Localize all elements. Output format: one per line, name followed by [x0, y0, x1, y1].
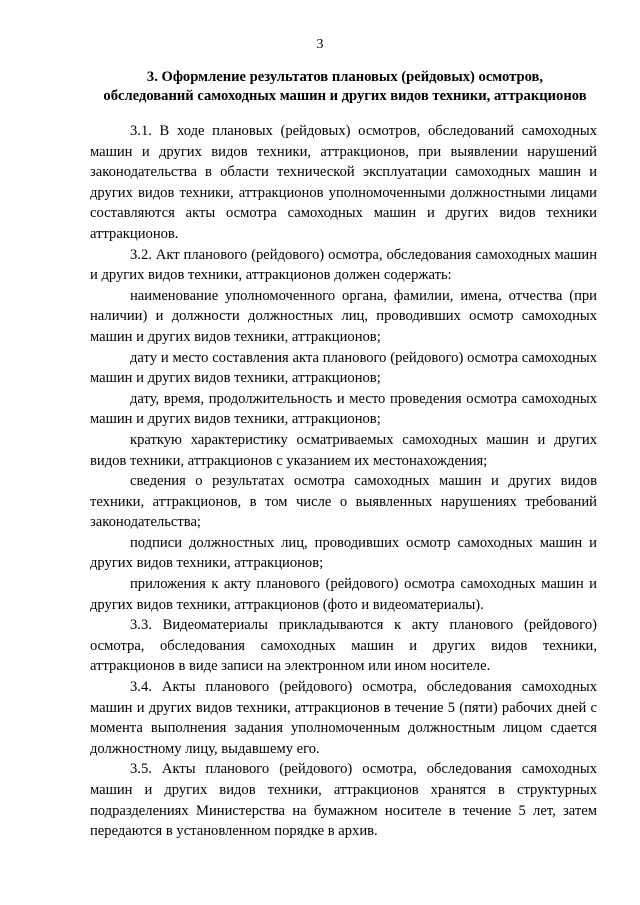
section-heading-line-1: 3. Оформление результатов плановых (рейдовых) осмотров, — [146, 69, 544, 85]
list-item-date-time-duration: дату, время, продолжительность и место проведения осмотра самоходных машин и других видов техники, аттракционов; — [90, 390, 597, 428]
page-number: 3 — [316, 37, 324, 52]
list-item-authority-name: наименование уполномоченного органа, фамилии, имена, отчества (при наличии) и должности должностных лиц, проводивших осмотр самоходных машин и других видов техники, аттракционов; — [90, 287, 597, 345]
list-item-signatures: подписи должностных лиц, проводивших осмотр самоходных машин и других видов техники, аттракционов; — [90, 534, 597, 572]
paragraph-3-3: 3.3. Видеоматериалы прикладываются к акту планового (рейдового) осмотра, обследования самоходных машин и других видов техники, аттракционов в виде записи на электронном или ином носителе. — [90, 617, 597, 675]
list-item-results: сведения о результатах осмотра самоходных машин и других видов техники, аттракционов, в том числе о выявленных нарушениях требований законодательства; — [90, 473, 597, 531]
paragraph-3-5: 3.5. Акты планового (рейдового) осмотра, обследования самоходных машин и других видов техники, аттракционов хранятся в структурных подразделениях Министерства на бумажном носителе в течение 5 лет, затем передаются в установленном порядке в архив. — [90, 761, 597, 840]
paragraph-3-4: 3.4. Акты планового (рейдового) осмотра, обследования самоходных машин и других видов техники, аттракционов в течение 5 (пяти) рабочих дней с момента выполнения задания уполномоченным должностным лицом сдается должностному лицу, выдавшему его. — [90, 679, 597, 757]
section-body — [90, 121, 597, 842]
section-heading-line-2: обследований самоходных машин и других видов техники, аттракционов — [103, 88, 587, 104]
paragraph-3-2: 3.2. Акт планового (рейдового) осмотра, обследования самоходных машин и других видов техники, аттракционов должен содержать: — [90, 246, 597, 284]
list-item-attachments: приложения к акту планового (рейдового) осмотра самоходных машин и других видов техники, аттракционов (фото и видеоматериалы). — [90, 576, 597, 613]
section-heading — [80, 68, 610, 106]
list-item-characteristics: краткую характеристику осматриваемых самоходных машин и других видов техники, аттракционов с указанием их местонахождения; — [90, 431, 597, 469]
list-item-date-place: дату и место составления акта планового (рейдового) осмотра самоходных машин и других видов техники, аттракционов; — [90, 349, 597, 387]
paragraph-3-1: 3.1. В ходе плановых (рейдовых) осмотров, обследований самоходных машин и других видов техники, аттракционов, при выявлении нарушений законодательства в области технической эксплуатации самоходных машин и других видов техники, аттракционов уполномоченными должностными лицами составляются акты осмотра самоходных машин и других видов техники аттракционов. — [90, 123, 597, 242]
